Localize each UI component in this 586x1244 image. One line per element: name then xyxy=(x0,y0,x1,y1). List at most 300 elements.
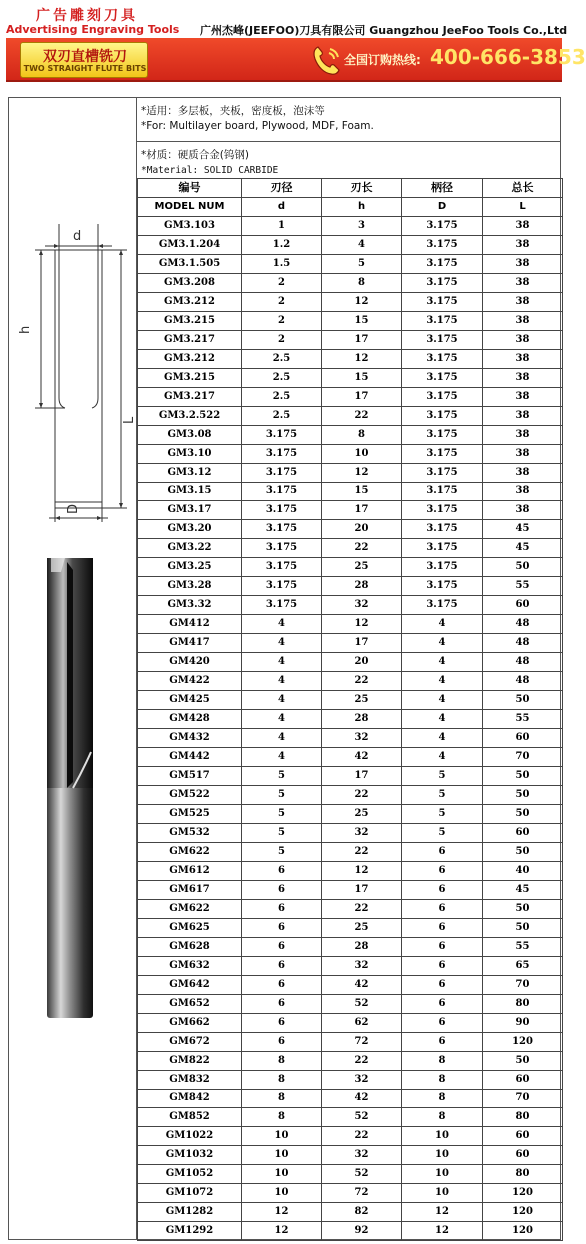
cell-cut-length: 22 xyxy=(322,899,402,918)
cell-model: GM522 xyxy=(138,786,242,805)
cell-cut-length: 10 xyxy=(322,444,402,463)
table-row xyxy=(138,710,563,729)
cell-cut-diameter: 4 xyxy=(242,748,322,767)
cell-cut-diameter: 6 xyxy=(242,880,322,899)
company-name: 广州杰峰(JEEFOO)刀具有限公司 Guangzhou JeeFoo Tools Co.,Ltd xyxy=(200,24,568,37)
cell-model: GM525 xyxy=(138,804,242,823)
label-h: h xyxy=(18,325,33,334)
table-row xyxy=(138,387,563,406)
cell-total-length: 70 xyxy=(483,975,563,994)
phone-icon xyxy=(309,43,343,77)
cell-shank-diameter: 3.175 xyxy=(402,254,483,273)
cell-model: GM628 xyxy=(138,937,242,956)
cell-cut-length: 92 xyxy=(322,1222,402,1241)
hotline-label: 全国订购热线: xyxy=(344,53,421,67)
cell-total-length: 48 xyxy=(483,634,563,653)
cell-model: GM842 xyxy=(138,1089,242,1108)
cell-cut-length: 5 xyxy=(322,254,402,273)
cell-shank-diameter: 5 xyxy=(402,823,483,842)
cell-cut-length: 42 xyxy=(322,975,402,994)
table-row xyxy=(138,273,563,292)
cell-total-length: 50 xyxy=(483,804,563,823)
cell-model: GM822 xyxy=(138,1051,242,1070)
cell-model: GM422 xyxy=(138,672,242,691)
cell-shank-diameter: 6 xyxy=(402,861,483,880)
cell-cut-diameter: 8 xyxy=(242,1070,322,1089)
cell-cut-diameter: 3.175 xyxy=(242,577,322,596)
cell-model: GM3.212 xyxy=(138,292,242,311)
cell-total-length: 55 xyxy=(483,577,563,596)
table-row xyxy=(138,1108,563,1127)
cell-cut-diameter: 6 xyxy=(242,918,322,937)
cell-cut-length: 20 xyxy=(322,653,402,672)
cell-model: GM3.32 xyxy=(138,596,242,615)
spec-table xyxy=(137,178,563,1241)
cell-model: GM420 xyxy=(138,653,242,672)
cell-cut-diameter: 10 xyxy=(242,1184,322,1203)
cell-model: GM612 xyxy=(138,861,242,880)
table-row xyxy=(138,842,563,861)
cell-cut-length: 12 xyxy=(322,292,402,311)
cell-shank-diameter: 4 xyxy=(402,710,483,729)
cell-total-length: 45 xyxy=(483,520,563,539)
table-row xyxy=(138,216,563,235)
cell-cut-diameter: 4 xyxy=(242,615,322,634)
cell-model: GM652 xyxy=(138,994,242,1013)
cell-model: GM3.22 xyxy=(138,539,242,558)
table-row xyxy=(138,880,563,899)
table-row xyxy=(138,254,563,273)
label-L: L xyxy=(122,416,137,424)
cell-cut-length: 72 xyxy=(322,1184,402,1203)
cell-cut-diameter: 3.175 xyxy=(242,539,322,558)
material-cn: *材质：硬质合金(钨钢) xyxy=(141,149,249,161)
table-row xyxy=(138,918,563,937)
header-total-len-cn: 总长 xyxy=(483,179,563,198)
cell-total-length: 48 xyxy=(483,615,563,634)
table-row xyxy=(138,672,563,691)
table-row xyxy=(138,861,563,880)
cell-cut-diameter: 6 xyxy=(242,994,322,1013)
cell-shank-diameter: 10 xyxy=(402,1165,483,1184)
table-header-en-row xyxy=(138,197,563,216)
table-row xyxy=(138,1165,563,1184)
table-row xyxy=(138,823,563,842)
cell-shank-diameter: 6 xyxy=(402,899,483,918)
cell-cut-diameter: 3.175 xyxy=(242,520,322,539)
cell-shank-diameter: 3.175 xyxy=(402,292,483,311)
cell-shank-diameter: 6 xyxy=(402,918,483,937)
cell-cut-length: 15 xyxy=(322,482,402,501)
table-row xyxy=(138,956,563,975)
cell-shank-diameter: 4 xyxy=(402,653,483,672)
cell-model: GM3.103 xyxy=(138,216,242,235)
material-en: *Material: SOLID CARBIDE xyxy=(141,165,279,176)
table-row xyxy=(138,1070,563,1089)
table-row xyxy=(138,1222,563,1241)
cell-total-length: 50 xyxy=(483,691,563,710)
cell-cut-diameter: 4 xyxy=(242,710,322,729)
cell-cut-diameter: 3.175 xyxy=(242,596,322,615)
table-row xyxy=(138,1051,563,1070)
cell-total-length: 50 xyxy=(483,842,563,861)
cell-cut-length: 52 xyxy=(322,1165,402,1184)
cell-shank-diameter: 8 xyxy=(402,1108,483,1127)
cell-model: GM442 xyxy=(138,748,242,767)
cell-cut-diameter: 4 xyxy=(242,672,322,691)
table-row xyxy=(138,994,563,1013)
table-row xyxy=(138,634,563,653)
cell-cut-diameter: 6 xyxy=(242,861,322,880)
cell-model: GM1282 xyxy=(138,1203,242,1222)
cell-total-length: 38 xyxy=(483,368,563,387)
cell-cut-diameter: 3.175 xyxy=(242,482,322,501)
cell-shank-diameter: 3.175 xyxy=(402,273,483,292)
table-row xyxy=(138,786,563,805)
cell-shank-diameter: 3.175 xyxy=(402,463,483,482)
cell-model: GM3.2.522 xyxy=(138,406,242,425)
cell-model: GM3.215 xyxy=(138,311,242,330)
cell-cut-length: 22 xyxy=(322,1051,402,1070)
title-banner xyxy=(6,38,586,82)
cell-total-length: 120 xyxy=(483,1032,563,1051)
cell-model: GM622 xyxy=(138,842,242,861)
cell-cut-diameter: 4 xyxy=(242,653,322,672)
cell-total-length: 80 xyxy=(483,1108,563,1127)
cell-shank-diameter: 4 xyxy=(402,634,483,653)
cell-total-length: 80 xyxy=(483,994,563,1013)
cell-cut-length: 15 xyxy=(322,311,402,330)
cell-cut-diameter: 3.175 xyxy=(242,501,322,520)
cell-shank-diameter: 6 xyxy=(402,842,483,861)
cell-model: GM412 xyxy=(138,615,242,634)
cell-total-length: 38 xyxy=(483,311,563,330)
cell-total-length: 38 xyxy=(483,387,563,406)
table-row xyxy=(138,615,563,634)
content-frame xyxy=(8,97,561,1240)
cell-total-length: 40 xyxy=(483,861,563,880)
cell-cut-diameter: 2.5 xyxy=(242,368,322,387)
cell-cut-diameter: 4 xyxy=(242,691,322,710)
cell-model: GM428 xyxy=(138,710,242,729)
cell-cut-length: 15 xyxy=(322,368,402,387)
cell-total-length: 48 xyxy=(483,653,563,672)
cell-total-length: 60 xyxy=(483,729,563,748)
cell-shank-diameter: 3.175 xyxy=(402,425,483,444)
cell-cut-length: 17 xyxy=(322,387,402,406)
cell-total-length: 60 xyxy=(483,1127,563,1146)
cell-cut-diameter: 8 xyxy=(242,1051,322,1070)
cell-model: GM852 xyxy=(138,1108,242,1127)
cell-total-length: 50 xyxy=(483,558,563,577)
usage-info xyxy=(137,98,560,142)
cell-model: GM625 xyxy=(138,918,242,937)
cell-model: GM3.10 xyxy=(138,444,242,463)
spec-table-body xyxy=(138,216,563,1240)
table-row xyxy=(138,368,563,387)
table-row xyxy=(138,425,563,444)
cell-shank-diameter: 8 xyxy=(402,1089,483,1108)
cell-model: GM3.217 xyxy=(138,330,242,349)
cell-total-length: 38 xyxy=(483,463,563,482)
cell-total-length: 60 xyxy=(483,823,563,842)
cell-cut-length: 25 xyxy=(322,691,402,710)
cell-cut-diameter: 5 xyxy=(242,842,322,861)
cell-shank-diameter: 3.175 xyxy=(402,311,483,330)
cell-cut-length: 28 xyxy=(322,577,402,596)
product-title-en: TWO STRAIGHT FLUTE BITS xyxy=(23,64,147,73)
cell-total-length: 120 xyxy=(483,1222,563,1241)
header-model-en: MODEL NUM xyxy=(138,197,242,216)
table-row xyxy=(138,1032,563,1051)
cell-cut-diameter: 6 xyxy=(242,899,322,918)
table-row xyxy=(138,767,563,786)
cell-total-length: 38 xyxy=(483,501,563,520)
cell-total-length: 50 xyxy=(483,786,563,805)
cell-total-length: 38 xyxy=(483,349,563,368)
cell-model: GM3.12 xyxy=(138,463,242,482)
cell-cut-length: 42 xyxy=(322,748,402,767)
cell-cut-length: 42 xyxy=(322,1089,402,1108)
usage-en: *For: Multilayer board, Plywood, MDF, Foam. xyxy=(141,120,374,132)
cell-cut-diameter: 2 xyxy=(242,311,322,330)
cell-cut-diameter: 10 xyxy=(242,1127,322,1146)
header-shank-dia-en: D xyxy=(402,197,483,216)
cell-model: GM642 xyxy=(138,975,242,994)
table-row xyxy=(138,1146,563,1165)
cell-cut-length: 82 xyxy=(322,1203,402,1222)
cell-total-length: 38 xyxy=(483,273,563,292)
cell-shank-diameter: 5 xyxy=(402,804,483,823)
cell-shank-diameter: 4 xyxy=(402,672,483,691)
left-illustration-panel xyxy=(9,98,137,1239)
cell-total-length: 55 xyxy=(483,710,563,729)
cell-shank-diameter: 3.175 xyxy=(402,349,483,368)
cell-model: GM417 xyxy=(138,634,242,653)
cell-model: GM617 xyxy=(138,880,242,899)
cell-shank-diameter: 3.175 xyxy=(402,577,483,596)
cell-cut-diameter: 2 xyxy=(242,292,322,311)
cell-cut-diameter: 3.175 xyxy=(242,444,322,463)
cell-cut-diameter: 8 xyxy=(242,1089,322,1108)
table-row xyxy=(138,539,563,558)
cell-total-length: 45 xyxy=(483,539,563,558)
cell-model: GM3.08 xyxy=(138,425,242,444)
cell-cut-length: 22 xyxy=(322,539,402,558)
cell-cut-diameter: 5 xyxy=(242,767,322,786)
table-row xyxy=(138,349,563,368)
label-D: D xyxy=(66,503,81,514)
material-info xyxy=(137,142,560,178)
cell-cut-diameter: 6 xyxy=(242,1032,322,1051)
cell-shank-diameter: 5 xyxy=(402,786,483,805)
cell-cut-length: 52 xyxy=(322,1108,402,1127)
cell-shank-diameter: 3.175 xyxy=(402,482,483,501)
cell-model: GM1022 xyxy=(138,1127,242,1146)
cell-cut-length: 17 xyxy=(322,767,402,786)
cell-model: GM3.20 xyxy=(138,520,242,539)
cell-cut-diameter: 2.5 xyxy=(242,349,322,368)
table-row xyxy=(138,729,563,748)
cell-model: GM532 xyxy=(138,823,242,842)
cell-model: GM3.17 xyxy=(138,501,242,520)
cell-cut-diameter: 12 xyxy=(242,1222,322,1241)
cell-cut-length: 17 xyxy=(322,501,402,520)
cell-model: GM1052 xyxy=(138,1165,242,1184)
cell-total-length: 38 xyxy=(483,216,563,235)
cell-cut-diameter: 2.5 xyxy=(242,387,322,406)
cell-model: GM3.1.204 xyxy=(138,235,242,254)
header-cut-len-cn: 刃长 xyxy=(322,179,402,198)
cell-shank-diameter: 3.175 xyxy=(402,216,483,235)
cell-model: GM3.208 xyxy=(138,273,242,292)
product-title-badge xyxy=(20,42,148,78)
table-row xyxy=(138,292,563,311)
table-row xyxy=(138,748,563,767)
table-row xyxy=(138,1127,563,1146)
usage-cn: *适用：多层板，夹板，密度板，泡沫等 xyxy=(141,105,325,117)
cell-shank-diameter: 6 xyxy=(402,937,483,956)
cell-total-length: 60 xyxy=(483,1146,563,1165)
product-photo xyxy=(43,552,103,1022)
cell-total-length: 38 xyxy=(483,482,563,501)
table-row xyxy=(138,501,563,520)
cell-cut-length: 17 xyxy=(322,634,402,653)
cell-model: GM622 xyxy=(138,899,242,918)
cell-cut-diameter: 6 xyxy=(242,956,322,975)
cell-cut-diameter: 10 xyxy=(242,1146,322,1165)
cell-cut-diameter: 2 xyxy=(242,273,322,292)
cell-model: GM3.212 xyxy=(138,349,242,368)
cell-cut-length: 22 xyxy=(322,406,402,425)
cell-shank-diameter: 6 xyxy=(402,880,483,899)
cell-total-length: 38 xyxy=(483,254,563,273)
cell-shank-diameter: 4 xyxy=(402,615,483,634)
cell-shank-diameter: 5 xyxy=(402,767,483,786)
cell-cut-length: 72 xyxy=(322,1032,402,1051)
cell-cut-length: 28 xyxy=(322,710,402,729)
cell-model: GM3.25 xyxy=(138,558,242,577)
cell-model: GM662 xyxy=(138,1013,242,1032)
cell-total-length: 50 xyxy=(483,767,563,786)
cell-cut-length: 32 xyxy=(322,1146,402,1165)
cell-cut-diameter: 4 xyxy=(242,729,322,748)
cell-cut-length: 8 xyxy=(322,273,402,292)
table-row xyxy=(138,1013,563,1032)
cell-shank-diameter: 3.175 xyxy=(402,596,483,615)
cell-model: GM632 xyxy=(138,956,242,975)
cell-cut-length: 32 xyxy=(322,1070,402,1089)
table-row xyxy=(138,691,563,710)
table-row xyxy=(138,463,563,482)
table-row xyxy=(138,937,563,956)
cell-cut-length: 32 xyxy=(322,596,402,615)
flute-line-left xyxy=(59,250,65,408)
cell-total-length: 90 xyxy=(483,1013,563,1032)
cell-total-length: 50 xyxy=(483,899,563,918)
table-row xyxy=(138,444,563,463)
cell-total-length: 70 xyxy=(483,1089,563,1108)
header-model-cn: 编号 xyxy=(138,179,242,198)
cell-cut-length: 32 xyxy=(322,729,402,748)
cell-model: GM517 xyxy=(138,767,242,786)
cell-shank-diameter: 10 xyxy=(402,1127,483,1146)
cell-cut-diameter: 2 xyxy=(242,330,322,349)
bit-outline xyxy=(55,250,102,508)
cell-cut-diameter: 6 xyxy=(242,975,322,994)
cell-cut-diameter: 8 xyxy=(242,1108,322,1127)
cell-cut-diameter: 3.175 xyxy=(242,425,322,444)
cell-cut-length: 8 xyxy=(322,425,402,444)
cell-shank-diameter: 12 xyxy=(402,1222,483,1241)
cell-shank-diameter: 8 xyxy=(402,1070,483,1089)
cell-cut-length: 62 xyxy=(322,1013,402,1032)
cell-total-length: 38 xyxy=(483,330,563,349)
cell-model: GM1072 xyxy=(138,1184,242,1203)
table-row xyxy=(138,311,563,330)
cell-shank-diameter: 3.175 xyxy=(402,387,483,406)
cell-cut-length: 22 xyxy=(322,786,402,805)
cell-total-length: 60 xyxy=(483,596,563,615)
header-cut-dia-cn: 刃径 xyxy=(242,179,322,198)
table-row xyxy=(138,520,563,539)
table-row xyxy=(138,406,563,425)
cell-cut-length: 28 xyxy=(322,937,402,956)
cell-shank-diameter: 6 xyxy=(402,1032,483,1051)
table-row xyxy=(138,1089,563,1108)
cell-shank-diameter: 6 xyxy=(402,956,483,975)
cell-total-length: 38 xyxy=(483,235,563,254)
cell-total-length: 45 xyxy=(483,880,563,899)
cell-shank-diameter: 3.175 xyxy=(402,368,483,387)
cell-cut-length: 17 xyxy=(322,330,402,349)
cell-shank-diameter: 6 xyxy=(402,1013,483,1032)
cell-model: GM1032 xyxy=(138,1146,242,1165)
product-title-cn: 双刃直槽铣刀 xyxy=(43,49,127,65)
cell-total-length: 38 xyxy=(483,406,563,425)
cell-shank-diameter: 4 xyxy=(402,729,483,748)
cell-cut-length: 22 xyxy=(322,1127,402,1146)
cell-model: GM432 xyxy=(138,729,242,748)
table-row xyxy=(138,482,563,501)
cell-shank-diameter: 3.175 xyxy=(402,444,483,463)
cell-cut-diameter: 5 xyxy=(242,786,322,805)
cell-cut-length: 25 xyxy=(322,804,402,823)
table-row xyxy=(138,899,563,918)
table-row xyxy=(138,330,563,349)
cell-cut-length: 22 xyxy=(322,842,402,861)
table-row xyxy=(138,577,563,596)
cell-model: GM3.15 xyxy=(138,482,242,501)
cell-cut-diameter: 4 xyxy=(242,634,322,653)
cell-shank-diameter: 6 xyxy=(402,994,483,1013)
table-row xyxy=(138,596,563,615)
table-row xyxy=(138,1203,563,1222)
cell-cut-length: 4 xyxy=(322,235,402,254)
cell-model: GM672 xyxy=(138,1032,242,1051)
cell-cut-diameter: 1 xyxy=(242,216,322,235)
table-row xyxy=(138,975,563,994)
hotline-number: 400-666-3853 xyxy=(430,45,586,69)
cell-total-length: 65 xyxy=(483,956,563,975)
cell-total-length: 38 xyxy=(483,292,563,311)
cell-cut-diameter: 1.5 xyxy=(242,254,322,273)
cell-model: GM425 xyxy=(138,691,242,710)
cell-cut-length: 17 xyxy=(322,880,402,899)
cell-total-length: 120 xyxy=(483,1203,563,1222)
cell-cut-length: 32 xyxy=(322,823,402,842)
table-header-cn-row xyxy=(138,179,563,198)
